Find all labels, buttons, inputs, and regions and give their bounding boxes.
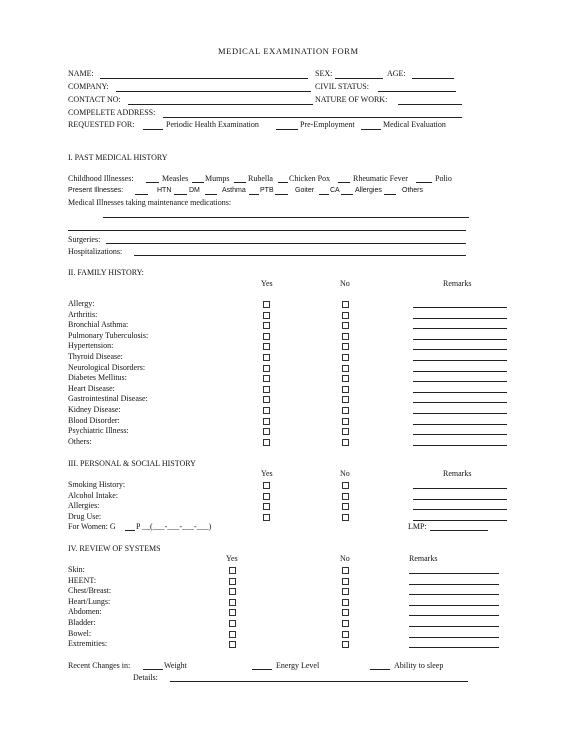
family-history-row-no-checkbox[interactable] xyxy=(342,365,349,372)
para-label: P xyxy=(136,522,141,531)
periodic-blank[interactable] xyxy=(143,129,163,130)
family-history-row-label: Others: xyxy=(68,436,92,446)
present-item: Others xyxy=(402,187,424,194)
personal-history-row-yes-checkbox[interactable] xyxy=(263,482,270,489)
nature-of-work-label: NATURE OF WORK: xyxy=(315,95,388,104)
family-history-row-label: Pulmonary Tuberculosis: xyxy=(68,330,149,340)
review-col-remarks: Remarks xyxy=(409,554,438,563)
family-history-row-no-checkbox[interactable] xyxy=(342,301,349,308)
family-history-row-no-checkbox[interactable] xyxy=(342,312,349,319)
surgeries-label: Surgeries: xyxy=(68,235,101,244)
review-systems-row-remarks-field[interactable] xyxy=(409,594,499,595)
past-history-heading: I. PAST MEDICAL HISTORY xyxy=(68,153,168,162)
present-item: DM xyxy=(189,187,200,194)
family-history-row-no-checkbox[interactable] xyxy=(342,354,349,361)
family-history-row-yes-checkbox[interactable] xyxy=(263,396,270,403)
maintenance-medications-label: Medical Illnesses taking maintenance medications: xyxy=(68,198,232,207)
pre-employment-label: Pre-Employment xyxy=(300,120,355,129)
review-systems-row-no-checkbox[interactable] xyxy=(342,578,349,585)
medical-evaluation-blank[interactable] xyxy=(361,129,381,130)
family-history-row-yes-checkbox[interactable] xyxy=(263,418,270,425)
personal-col-no: No xyxy=(340,469,350,478)
sex-field[interactable] xyxy=(335,78,383,79)
family-history-row-label: Hypertension: xyxy=(68,341,114,351)
review-systems-row-no-checkbox[interactable] xyxy=(342,567,349,574)
recent-changes-label: Recent Changes in: xyxy=(68,661,131,670)
review-systems-row-label: Extremities: xyxy=(68,639,108,649)
family-history-row-label: Psychiatric Illness: xyxy=(68,426,129,436)
nature-of-work-field[interactable] xyxy=(398,104,462,105)
sleep-label: Ability to sleep xyxy=(394,661,444,670)
review-systems-row-remarks-field[interactable] xyxy=(409,615,499,616)
childhood-illnesses-label: Childhood Illnesses: xyxy=(68,174,134,183)
personal-history-row-remarks-field[interactable] xyxy=(413,499,507,500)
family-history-row-no-checkbox[interactable] xyxy=(342,322,349,329)
review-systems-row-label: Abdomen: xyxy=(68,607,102,617)
family-history-row-no-checkbox[interactable] xyxy=(342,407,349,414)
family-history-row-label: Blood Disorder: xyxy=(68,415,120,425)
family-history-row-yes-checkbox[interactable] xyxy=(263,333,270,340)
review-systems-row-no-checkbox[interactable] xyxy=(342,641,349,648)
present-item: PTB xyxy=(260,187,274,194)
childhood-item: Polio xyxy=(435,174,452,183)
personal-history-row-label: Drug Use: xyxy=(68,511,102,521)
polio-blank[interactable] xyxy=(416,182,432,183)
personal-history-row-yes-checkbox[interactable] xyxy=(263,493,270,500)
family-history-row-no-checkbox[interactable] xyxy=(342,386,349,393)
family-history-row-no-checkbox[interactable] xyxy=(342,333,349,340)
details-label: Details: xyxy=(133,673,158,682)
energy-label: Energy Level xyxy=(276,661,320,670)
name-field[interactable] xyxy=(100,78,308,79)
energy-blank[interactable] xyxy=(252,669,272,670)
personal-history-row-remarks-field[interactable] xyxy=(413,520,507,521)
ptb-blank[interactable] xyxy=(249,194,259,195)
review-systems-row-yes-checkbox[interactable] xyxy=(229,631,236,638)
dm-blank[interactable] xyxy=(174,194,187,195)
present-item: Goiter xyxy=(295,187,315,194)
chicken-pox-blank[interactable] xyxy=(278,182,288,183)
family-history-row-label: Allergy: xyxy=(68,299,95,308)
company-label: COMPANY: xyxy=(68,82,109,91)
mumps-blank[interactable] xyxy=(192,182,204,183)
review-systems-row-label: Skin: xyxy=(68,565,85,574)
childhood-item: Mumps xyxy=(205,174,230,183)
family-history-row-no-checkbox[interactable] xyxy=(342,375,349,382)
personal-col-remarks: Remarks xyxy=(443,469,472,478)
childhood-item: Rheumatic Fever xyxy=(353,174,408,183)
review-systems-row-yes-checkbox[interactable] xyxy=(229,567,236,574)
hospitalizations-field[interactable] xyxy=(134,255,466,256)
family-history-row-yes-checkbox[interactable] xyxy=(263,354,270,361)
review-col-no: No xyxy=(340,554,350,563)
family-history-row-remarks-field[interactable] xyxy=(413,413,507,414)
review-systems-row-yes-checkbox[interactable] xyxy=(229,588,236,595)
form-title: MEDICAL EXAMINATION FORM xyxy=(218,46,359,56)
personal-history-row-remarks-field[interactable] xyxy=(413,509,507,510)
review-systems-row-yes-checkbox[interactable] xyxy=(229,578,236,585)
civil-status-field[interactable] xyxy=(378,91,456,92)
present-illnesses-label: Present Illnesses: xyxy=(68,187,124,194)
review-systems-row-label: Chest/Breast: xyxy=(68,586,112,596)
family-history-heading: II. FAMILY HISTORY: xyxy=(68,268,144,277)
present-item: CA xyxy=(330,187,340,194)
family-history-row-yes-checkbox[interactable] xyxy=(263,439,270,446)
family-col-no: No xyxy=(340,279,350,288)
family-history-row-label: Bronchial Asthma: xyxy=(68,320,129,330)
family-history-row-yes-checkbox[interactable] xyxy=(263,312,270,319)
review-systems-row-yes-checkbox[interactable] xyxy=(229,641,236,648)
review-systems-row-remarks-field[interactable] xyxy=(409,647,499,648)
measles-blank[interactable] xyxy=(146,182,159,183)
family-history-row-remarks-field[interactable] xyxy=(413,328,507,329)
rheumatic-fever-blank[interactable] xyxy=(338,182,350,183)
family-history-row-label: Neurological Disorders: xyxy=(68,362,146,372)
review-systems-row-label: Bowel: xyxy=(68,628,92,638)
family-history-row-remarks-field[interactable] xyxy=(413,371,507,372)
family-history-row-yes-checkbox[interactable] xyxy=(263,343,270,350)
personal-history-row-no-checkbox[interactable] xyxy=(342,514,349,521)
personal-history-row-yes-checkbox[interactable] xyxy=(263,503,270,510)
family-history-row-remarks-field[interactable] xyxy=(413,339,507,340)
sleep-blank[interactable] xyxy=(370,669,390,670)
contact-no-label: CONTACT NO: xyxy=(68,95,121,104)
asthma-blank[interactable] xyxy=(205,194,217,195)
family-history-row-no-checkbox[interactable] xyxy=(342,418,349,425)
address-label: COMPELETE ADDRESS: xyxy=(68,108,156,117)
childhood-item: Rubella xyxy=(248,174,273,183)
personal-history-row-label: Allergies: xyxy=(68,501,100,510)
for-women-label: For Women: G xyxy=(68,522,116,531)
personal-col-yes: Yes xyxy=(261,469,273,478)
rubella-blank[interactable] xyxy=(234,182,246,183)
review-systems-row-no-checkbox[interactable] xyxy=(342,609,349,616)
personal-history-row-no-checkbox[interactable] xyxy=(342,493,349,500)
review-systems-row-label: Heart/Lungs: xyxy=(68,596,111,606)
hospitalizations-label: Hospitalizations: xyxy=(68,247,123,256)
review-systems-row-yes-checkbox[interactable] xyxy=(229,609,236,616)
goiter-blank[interactable] xyxy=(275,194,288,195)
allergies-blank[interactable] xyxy=(341,194,353,195)
family-history-row-no-checkbox[interactable] xyxy=(342,396,349,403)
family-history-row-no-checkbox[interactable] xyxy=(342,343,349,350)
review-systems-row-no-checkbox[interactable] xyxy=(342,631,349,638)
review-systems-row-label: HEENT: xyxy=(68,575,97,585)
contact-no-field[interactable] xyxy=(128,104,313,105)
surgeries-field[interactable] xyxy=(106,243,466,244)
review-systems-row-label: Bladder: xyxy=(68,618,96,627)
present-item: HTN xyxy=(157,187,172,194)
family-history-row-no-checkbox[interactable] xyxy=(342,428,349,435)
childhood-item: Chicken Pox xyxy=(289,174,331,183)
maintenance-line-2[interactable] xyxy=(68,230,466,231)
family-history-row-remarks-field[interactable] xyxy=(413,402,507,403)
family-history-row-remarks-field[interactable] xyxy=(413,307,507,308)
present-item: Allergies xyxy=(355,187,382,194)
civil-status-label: CIVIL STATUS: xyxy=(315,82,369,91)
lmp-label: LMP: xyxy=(408,522,427,531)
details-field[interactable] xyxy=(170,681,468,682)
para-formula: __(___-___-___-___) xyxy=(142,522,212,531)
family-history-row-no-checkbox[interactable] xyxy=(342,439,349,446)
review-systems-row-remarks-field[interactable] xyxy=(409,573,499,574)
ca-blank[interactable] xyxy=(319,194,329,195)
company-field[interactable] xyxy=(116,91,311,92)
review-systems-row-remarks-field[interactable] xyxy=(409,637,499,638)
maintenance-line-1[interactable] xyxy=(103,217,469,218)
requested-for-label: REQUESTED FOR: xyxy=(68,120,135,129)
family-history-row-remarks-field[interactable] xyxy=(413,392,507,393)
childhood-item: Measles xyxy=(162,174,189,183)
review-systems-heading: IV. REVIEW OF SYSTEMS xyxy=(68,544,161,553)
others-blank[interactable] xyxy=(384,194,396,195)
age-field[interactable] xyxy=(412,78,454,79)
review-systems-row-no-checkbox[interactable] xyxy=(342,588,349,595)
weight-label: Weight xyxy=(164,661,187,670)
medical-evaluation-label: Medical Evaluation xyxy=(383,120,446,129)
family-history-row-yes-checkbox[interactable] xyxy=(263,301,270,308)
family-col-remarks: Remarks xyxy=(443,279,472,288)
family-history-row-remarks-field[interactable] xyxy=(413,445,507,446)
personal-history-row-remarks-field[interactable] xyxy=(413,488,507,489)
review-systems-row-remarks-field[interactable] xyxy=(409,626,499,627)
review-col-yes: Yes xyxy=(226,554,238,563)
htn-blank[interactable] xyxy=(135,194,148,195)
family-history-row-remarks-field[interactable] xyxy=(413,381,507,382)
family-history-row-yes-checkbox[interactable] xyxy=(263,322,270,329)
family-history-row-label: Gastrointestinal Disease: xyxy=(68,394,148,404)
family-history-row-label: Arthritis: xyxy=(68,309,98,319)
sex-label: SEX: xyxy=(315,69,333,78)
family-history-row-yes-checkbox[interactable] xyxy=(263,407,270,414)
periodic-label: Periodic Health Examination xyxy=(166,120,259,129)
family-history-row-yes-checkbox[interactable] xyxy=(263,428,270,435)
family-history-row-remarks-field[interactable] xyxy=(413,318,507,319)
review-systems-row-yes-checkbox[interactable] xyxy=(229,620,236,627)
personal-history-row-label: Smoking History: xyxy=(68,480,126,489)
review-systems-row-no-checkbox[interactable] xyxy=(342,599,349,606)
family-history-row-label: Heart Disease: xyxy=(68,383,115,393)
family-history-row-yes-checkbox[interactable] xyxy=(263,386,270,393)
review-systems-row-yes-checkbox[interactable] xyxy=(229,599,236,606)
address-field[interactable] xyxy=(163,117,462,118)
pre-employment-blank[interactable] xyxy=(276,129,298,130)
family-history-row-label: Thyroid Disease: xyxy=(68,352,123,361)
review-systems-row-remarks-field[interactable] xyxy=(409,584,499,585)
age-label: AGE: xyxy=(387,69,406,78)
family-history-row-label: Kidney Disease: xyxy=(68,405,121,414)
personal-history-row-yes-checkbox[interactable] xyxy=(263,514,270,521)
personal-history-heading: III. PERSONAL & SOCIAL HISTORY xyxy=(68,459,196,468)
family-history-row-remarks-field[interactable] xyxy=(413,360,507,361)
family-history-row-yes-checkbox[interactable] xyxy=(263,365,270,372)
family-history-row-remarks-field[interactable] xyxy=(413,424,507,425)
family-history-row-label: Diabetes Mellitus: xyxy=(68,373,127,383)
personal-history-row-label: Alcohol Intake: xyxy=(68,490,118,500)
family-history-row-remarks-field[interactable] xyxy=(413,349,507,350)
personal-history-row-no-checkbox[interactable] xyxy=(342,503,349,510)
family-col-yes: Yes xyxy=(261,279,273,288)
family-history-row-yes-checkbox[interactable] xyxy=(263,375,270,382)
review-systems-row-remarks-field[interactable] xyxy=(409,605,499,606)
present-item: Asthma xyxy=(222,187,246,194)
personal-history-row-no-checkbox[interactable] xyxy=(342,482,349,489)
weight-blank[interactable] xyxy=(143,669,163,670)
lmp-field[interactable] xyxy=(430,530,488,531)
name-label: NAME: xyxy=(68,69,94,78)
gravida-field[interactable] xyxy=(125,530,135,531)
review-systems-row-no-checkbox[interactable] xyxy=(342,620,349,627)
family-history-row-remarks-field[interactable] xyxy=(413,434,507,435)
